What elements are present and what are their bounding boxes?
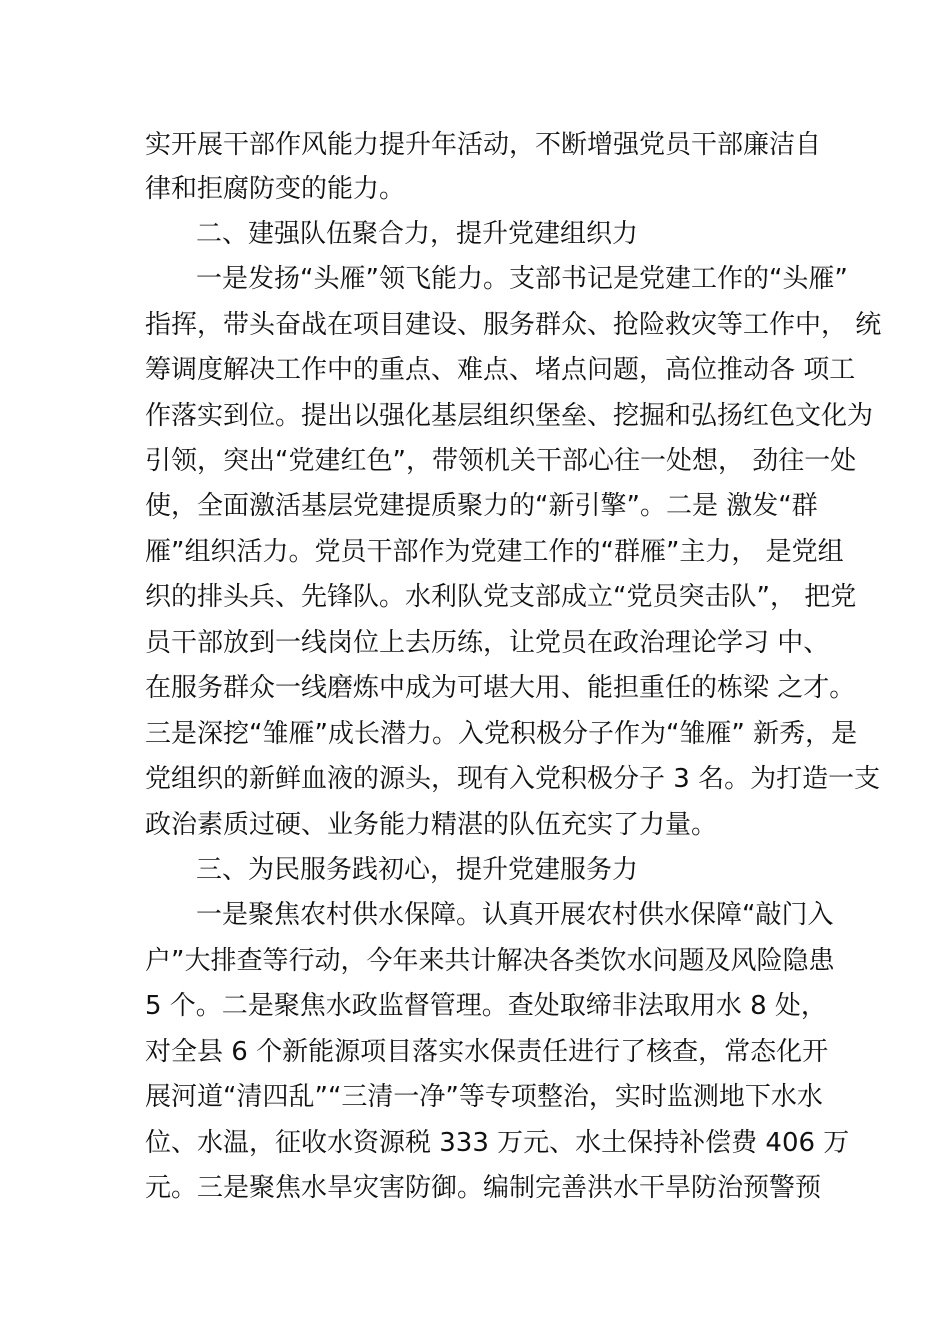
- paragraph-line: 展河道“清四乱”“三清一净”等专项整治，实时监测地下水水: [145, 1082, 823, 1112]
- paragraph-line: 在服务群众一线磨炼中成为可堪大用、能担重任的栋梁 之才。: [145, 673, 856, 703]
- paragraph-line: 引领，突出“党建红色”，带领机关干部心往一处想， 劲往一处: [145, 446, 857, 476]
- section-heading: 三、为民服务践初心，提升党建服务力: [196, 855, 639, 885]
- paragraph-line: 位、水温，征收水资源税 333 万元、水土保持补偿费 406 万: [145, 1128, 850, 1158]
- paragraph-line: 筹调度解决工作中的重点、难点、堵点问题，高位推动各 项工: [145, 355, 856, 385]
- paragraph-line: 政治素质过硬、业务能力精湛的队伍充实了力量。: [145, 810, 718, 840]
- paragraph-line: 5 个。二是聚焦水政监督管理。查处取缔非法取用水 8 处，: [145, 991, 827, 1021]
- paragraph-line: 实开展干部作风能力提升年活动，不断增强党员干部廉洁自: [145, 130, 822, 160]
- paragraph-line: 织的排头兵、先锋队。水利队党支部成立“党员突击队”， 把党: [145, 582, 857, 612]
- paragraph-line: 一是发扬“头雁”领飞能力。支部书记是党建工作的“头雁”: [196, 264, 848, 294]
- section-heading: 二、建强队伍聚合力，提升党建组织力: [196, 219, 639, 249]
- paragraph-line: 党组织的新鲜血液的源头，现有入党积极分子 3 名。为打造一支: [145, 764, 881, 794]
- paragraph-line: 指挥，带头奋战在项目建设、服务群众、抢险救灾等工作中， 统: [145, 310, 882, 340]
- paragraph-line: 对全县 6 个新能源项目落实水保责任进行了核查，常态化开: [145, 1037, 829, 1067]
- paragraph-line: 使，全面激活基层党建提质聚力的“新引擎”。二是 激发“群: [145, 491, 818, 521]
- paragraph-line: 员干部放到一线岗位上去历练，让党员在政治理论学习 中、: [145, 628, 830, 658]
- paragraph-line: 一是聚焦农村供水保障。认真开展农村供水保障“敲门入: [196, 900, 834, 930]
- paragraph-line: 元。三是聚焦水旱灾害防御。编制完善洪水干旱防治预警预: [145, 1173, 822, 1203]
- paragraph-line: 户”大排查等行动，今年来共计解决各类饮水问题及风险隐患: [145, 946, 835, 976]
- paragraph-line: 雁”组织活力。党员干部作为党建工作的“群雁”主力， 是党组: [145, 537, 844, 567]
- paragraph-line: 作落实到位。提出以强化基层组织堡垒、挖掘和弘扬红色文化为: [145, 401, 874, 431]
- paragraph-line: 三是深挖“雏雁”成长潜力。入党积极分子作为“雏雁” 新秀，是: [145, 719, 858, 749]
- paragraph-line: 律和拒腐防变的能力。: [145, 174, 406, 204]
